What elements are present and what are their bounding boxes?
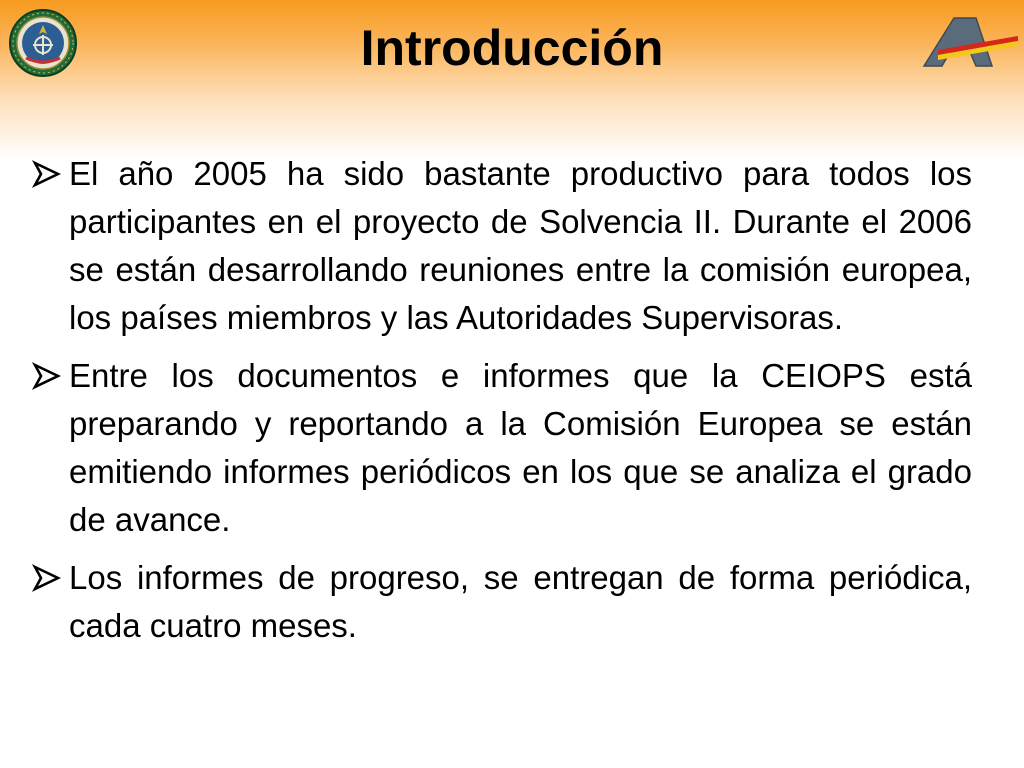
bullet-item (32, 554, 972, 650)
letter-a-logo-icon (920, 14, 1020, 70)
bullet-item (32, 150, 972, 342)
arrow-bullet-icon (32, 563, 62, 593)
arrow-bullet-icon (32, 159, 62, 189)
bullet-text: El año 2005 ha sido bastante productivo para todos los participantes en el proyecto de Solvencia II. Durante el 2006 se están desarrollando reuniones entre la comisión europea, los países miembros y las Autoridades Supervisoras. (69, 155, 972, 336)
bullet-list (32, 150, 972, 660)
slide-title: Introducción (360, 20, 664, 76)
letter-a-logo (920, 14, 1020, 70)
arrow-bullet-icon (32, 361, 62, 391)
bullet-item (32, 352, 972, 544)
bullet-text: Los informes de progreso, se entregan de forma periódica, cada cuatro meses. (69, 559, 972, 644)
bullet-text: Entre los documentos e informes que la CEIOPS está preparando y reportando a la Comisión Europea se están emitiendo informes periódicos en los que se analiza el grado de avance. (69, 357, 972, 538)
